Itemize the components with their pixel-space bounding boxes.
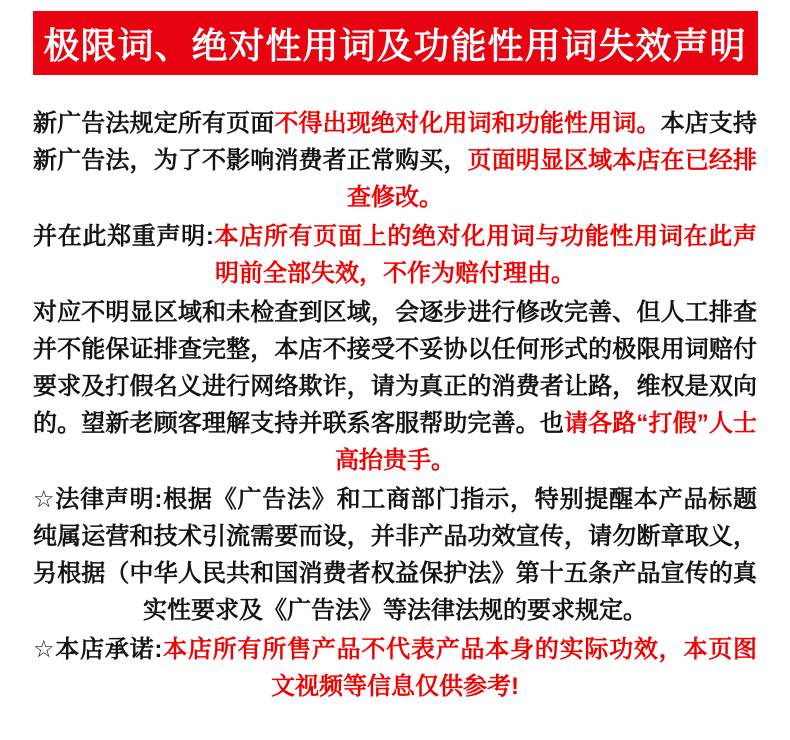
highlighted-text: 请各路“打假”人士高抬贵手。: [335, 410, 758, 474]
paragraph: [33, 105, 757, 216]
title-banner: [33, 11, 758, 75]
body-text: 新广告法规定所有页面: [33, 110, 275, 137]
highlighted-text: 不得出现绝对化用词和功能性用词。: [274, 110, 661, 137]
body-text: ☆本店承诺:: [33, 636, 163, 663]
paragraph: [33, 218, 757, 292]
page-title: 极限词、绝对性用词及功能性用词失效声明: [43, 24, 747, 66]
body-text: 并在此郑重声明:: [33, 223, 214, 250]
body-text: 本店支持新广告法，为了不影响消费者正常购买，: [33, 110, 758, 174]
body-text: 对应不明显区域和未检查到区域，会逐步进行修改完善、但人工排查并不能保证排查完整，本店不接受不妥协以任何形式的极限用词赔付要求及打假名义进行网络欺诈，请为真正的消费者让路，维权是双向的。望新老顾客理解支持并联系客服帮助完善。也: [33, 299, 757, 437]
highlighted-text: 本店所有页面上的绝对化用词与功能性用词在此声明前全部失效，不作为赔付理由。: [213, 223, 757, 287]
paragraph: [33, 294, 757, 479]
highlighted-text: 页面明显区域本店在已经排查修改。: [347, 147, 758, 211]
disclaimer-body: [33, 75, 757, 705]
paragraph: [33, 631, 757, 705]
highlighted-text: 本店所有所售产品不代表产品本身的实际功效，本页图文视频等信息仅供参考!: [162, 636, 757, 700]
body-text: ☆法律声明:根据《广告法》和工商部门指示，特别提醒本产品标题纯属运营和技术引流需要而设，并非产品功效宣传，请勿断章取义，另根据（中华人民共和国消费者权益保护法》第十五条产品宣传的真实性要求及《广告法》等法律法规的要求规定。: [33, 486, 757, 624]
paragraph: [33, 481, 757, 629]
